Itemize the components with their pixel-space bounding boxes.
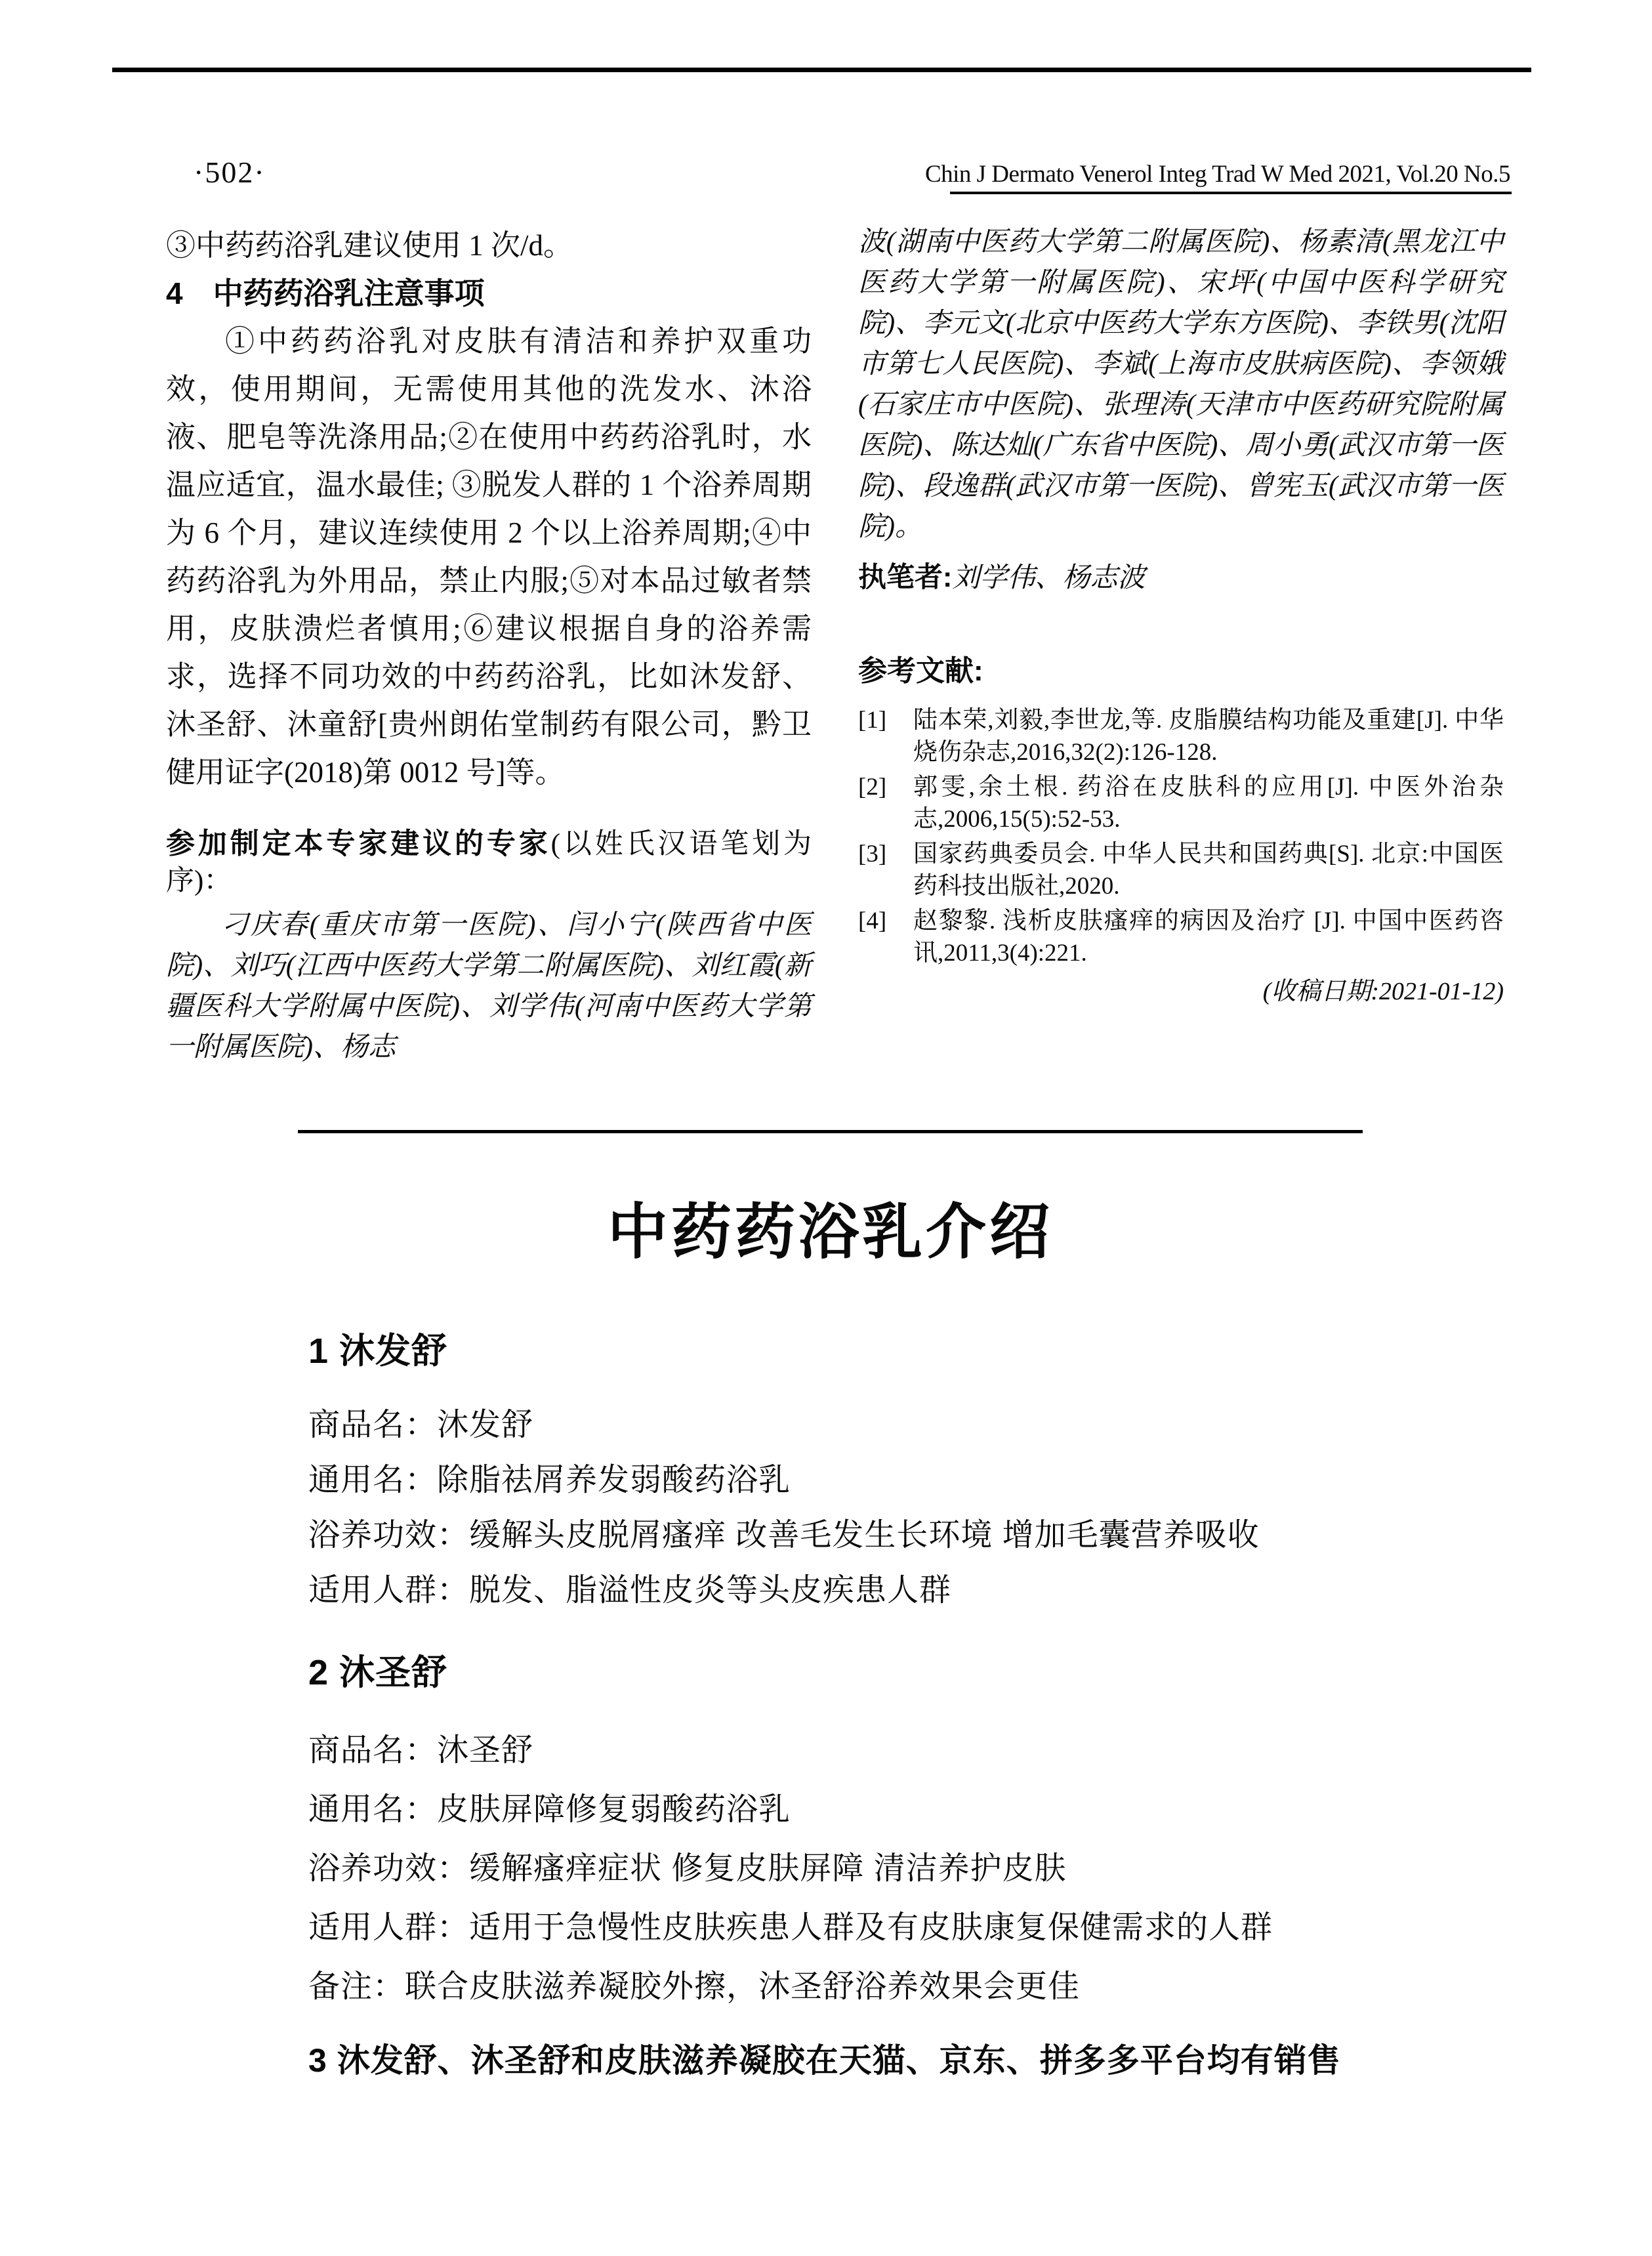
product-section-2 xyxy=(308,1654,1411,2029)
section4-heading: 4 中药药浴乳注意事项 xyxy=(166,276,485,310)
product-2-heading: 2 沐圣舒 xyxy=(308,1653,448,1692)
reference-number: [1] xyxy=(858,707,887,734)
experts-heading xyxy=(166,825,812,900)
received-date: (收稿日期:2021-01-12) xyxy=(1262,978,1504,1005)
reference-number: [4] xyxy=(858,908,887,934)
references-list xyxy=(858,704,1504,969)
reference-item xyxy=(858,771,1504,835)
page-number: ·502· xyxy=(194,156,266,189)
product-2-generic-name: 通用名：皮肤屏障修复弱酸药浴乳 xyxy=(308,1792,791,1827)
product-section-1 xyxy=(308,1332,1411,1629)
product-2-target-users: 适用人群：适用于急慢性皮肤疾患人群及有皮肤康复保健需求的人群 xyxy=(308,1910,1273,1945)
product-1-trade-name: 商品名：沐发舒 xyxy=(308,1408,534,1442)
experts-list-part1: 刁庆春(重庆市第一医院)、闫小宁(陕西省中医院)、刘巧(江西中医药大学第二附属医院)、刘红霞(新疆医科大学附属中医院)、刘学伟(河南中医药大学第一附属医院)、杨志 xyxy=(166,910,812,1062)
experts-list-part2: 波(湖南中医药大学第二附属医院)、杨素清(黑龙江中医药大学第一附属医院)、宋坪(中国中医科学研究院)、李元文(北京中医药大学东方医院)、李铁男(沈阳市第七人民医院)、李斌(上海市皮肤病医院)、李领娥(石家庄市中医院)、张理涛(天津市中医药研究院附属医院)、陈达灿(广东省中医院)、周小勇(武汉市第一医院)、段逸群(武汉市第一医院)、曾宪玉(武汉市第一医院)。 xyxy=(858,227,1504,542)
left-column xyxy=(166,222,812,1068)
authors-names: 刘学伟、杨志波 xyxy=(952,563,1146,593)
reference-item xyxy=(858,838,1504,902)
right-column xyxy=(858,222,1504,1009)
product-intro-title: 中药药浴乳介绍 xyxy=(607,1199,1053,1266)
journal-header-underline xyxy=(950,192,1512,194)
top-rule xyxy=(112,68,1531,72)
reference-text: 郭雯,余土根. 药浴在皮肤科的应用[J]. 中医外治杂志,2006,15(5):52-53. xyxy=(913,774,1504,833)
intro-line: ③中药药浴乳建议使用 1 次/d。 xyxy=(166,229,573,262)
product-1-efficacy: 浴养功效：缓解头皮脱屑瘙痒 改善毛发生长环境 增加毛囊营养吸收 xyxy=(308,1518,1260,1553)
reference-text: 陆本荣,刘毅,李世龙,等. 皮脂膜结构功能及重建[J]. 中华烧伤杂志,2016,32(2):126-128. xyxy=(913,707,1504,766)
references-heading: 参考文献: xyxy=(858,655,983,687)
product-2-efficacy: 浴养功效：缓解瘙痒症状 修复皮肤屏障 清洁养护皮肤 xyxy=(308,1851,1067,1886)
reference-item xyxy=(858,704,1504,768)
reference-text: 国家药典委员会. 中华人民共和国药典[S]. 北京:中国医药科技出版社,2020. xyxy=(913,841,1504,900)
reference-number: [2] xyxy=(858,774,887,801)
notes-paragraph: ①中药药浴乳对皮肤有清洁和养护双重功效，使用期间，无需使用其他的洗发水、沐浴液、肥皂等洗涤用品;②在使用中药药浴乳时，水温应适宜，温水最佳; ③脱发人群的 1 个浴养周期为 6 个月，建议连续使用 2 个以上浴养周期;④中药药浴乳为外用品，禁止内服;⑤对本品过敏者禁用，皮肤溃烂者慎用;⑥建议根据自身的浴养需求，选择不同功效的中药药浴乳，比如沐发舒、沐圣舒、沐童舒[贵州朗佑堂制药有限公司，黔卫健用证字(2018)第 0012 号]等。 xyxy=(166,325,812,789)
authors-label: 执笔者: xyxy=(858,562,953,593)
experts-heading-note: (以姓氏汉语笔划为序)： xyxy=(166,829,812,896)
reference-item xyxy=(858,905,1504,969)
authors-line xyxy=(858,558,1504,598)
product-2-note: 备注：联合皮肤滋养凝胶外擦，沐圣舒浴养效果会更佳 xyxy=(308,1969,1081,2004)
product-section-3-heading: 3 沐发舒、沐圣舒和皮肤滋养凝胶在天猫、京东、拼多多平台均有销售 xyxy=(308,2042,1341,2079)
product-1-generic-name: 通用名：除脂祛屑养发弱酸药浴乳 xyxy=(308,1463,791,1497)
experts-heading-bold: 参加制定本专家建议的专家 xyxy=(166,827,551,860)
reference-number: [3] xyxy=(858,841,887,867)
product-1-heading: 1 沐发舒 xyxy=(308,1331,448,1371)
reference-text: 赵黎黎. 浅析皮肤瘙痒的病因及治疗 [J]. 中国中医药咨讯,2011,3(4):221. xyxy=(913,908,1504,967)
journal-header: Chin J Dermato Venerol Integ Trad W Med 2021, Vol.20 No.5 xyxy=(924,161,1510,188)
product-1-target-users: 适用人群：脱发、脂溢性皮炎等头皮疾患人群 xyxy=(308,1573,952,1608)
section-divider-rule xyxy=(298,1130,1363,1133)
product-2-trade-name: 商品名：沐圣舒 xyxy=(308,1733,534,1768)
